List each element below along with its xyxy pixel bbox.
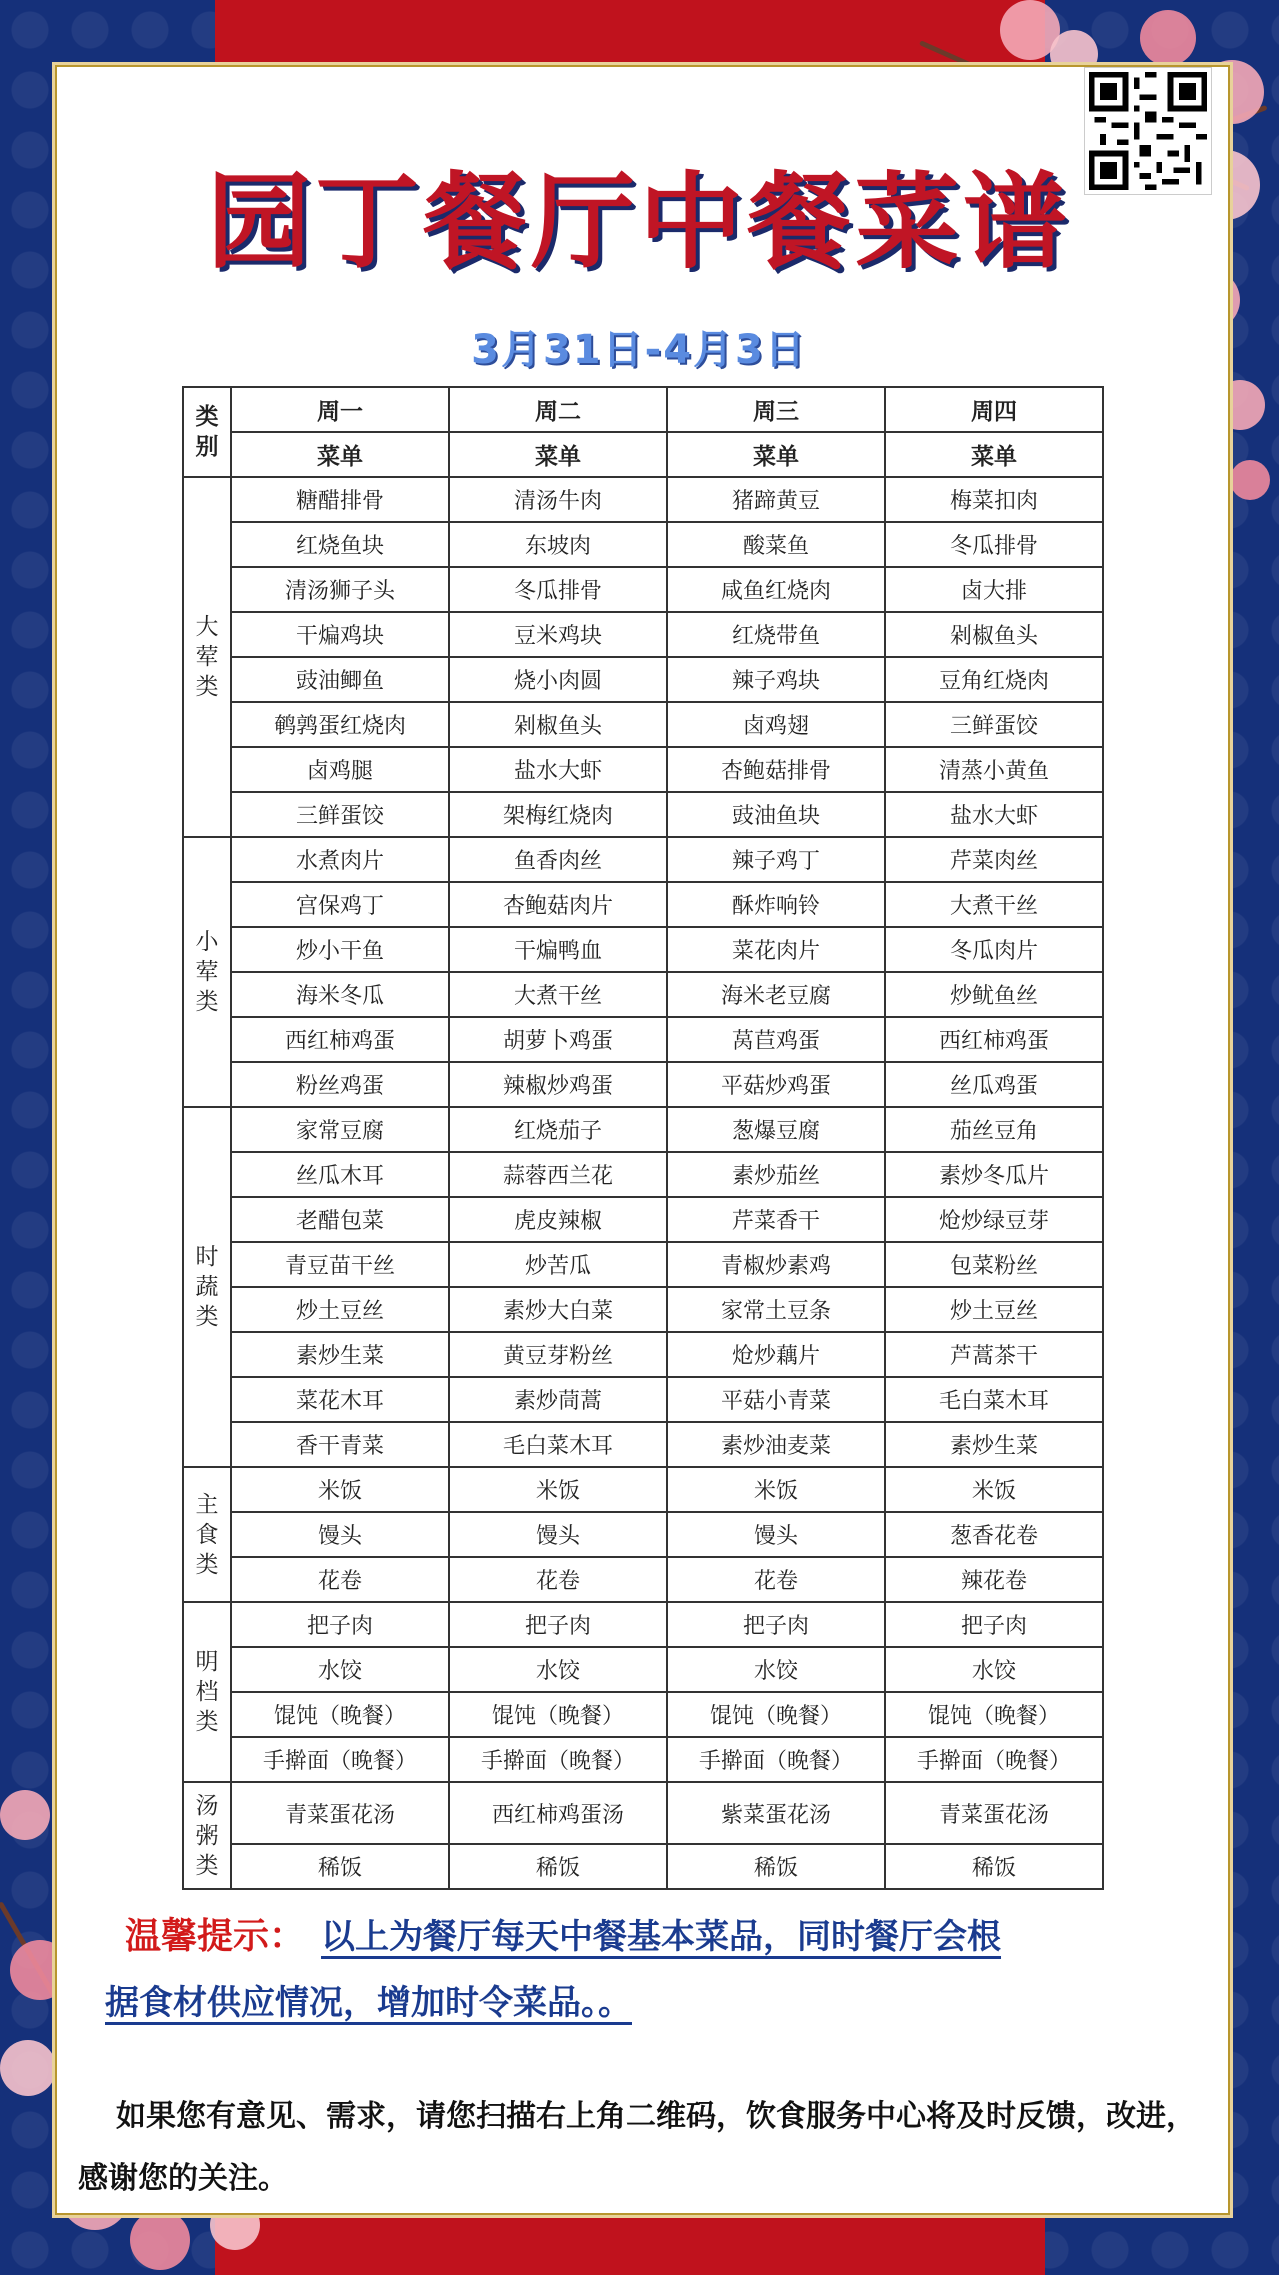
dish-cell: 馒头 <box>667 1512 885 1557</box>
dish-cell: 蒜蓉西兰花 <box>449 1152 667 1197</box>
dish-cell: 剁椒鱼头 <box>885 612 1103 657</box>
dish-cell: 芦蒿茶干 <box>885 1332 1103 1377</box>
category-label <box>183 1782 231 1889</box>
dish-cell: 手擀面（晚餐） <box>885 1737 1103 1782</box>
category-label-char: 类 <box>195 674 219 700</box>
dish-cell: 豉油鱼块 <box>667 792 885 837</box>
table-row <box>183 657 1103 702</box>
dish-cell: 馄饨（晚餐） <box>667 1692 885 1737</box>
category-label-char: 明 <box>195 1649 219 1675</box>
dish-cell: 青椒炒素鸡 <box>667 1242 885 1287</box>
dish-cell: 冬瓜排骨 <box>885 522 1103 567</box>
table-row <box>183 837 1103 882</box>
dish-cell: 海米老豆腐 <box>667 972 885 1017</box>
table-row <box>183 1512 1103 1557</box>
dish-cell: 辣子鸡块 <box>667 657 885 702</box>
dish-cell: 三鲜蛋饺 <box>231 792 449 837</box>
dish-cell: 卤鸡腿 <box>231 747 449 792</box>
dish-cell: 毛白菜木耳 <box>449 1422 667 1467</box>
feedback-note: 如果您有意见、需求，请您扫描右上角二维码，饮食服务中心将及时反馈，改进，感谢您的关注。 <box>78 2099 1196 2196</box>
dish-cell: 芹菜肉丝 <box>885 837 1103 882</box>
dish-cell: 芹菜香干 <box>667 1197 885 1242</box>
dish-cell: 豆角红烧肉 <box>885 657 1103 702</box>
header-sub: 菜单 <box>667 432 885 477</box>
tip-block <box>105 1903 1165 2036</box>
table-row <box>183 1844 1103 1889</box>
dish-cell: 酥炸响铃 <box>667 882 885 927</box>
dish-cell: 炝炒藕片 <box>667 1332 885 1377</box>
dish-cell: 花卷 <box>667 1557 885 1602</box>
dish-cell: 馒头 <box>449 1512 667 1557</box>
dish-cell: 青菜蛋花汤 <box>231 1782 449 1844</box>
table-row <box>183 1242 1103 1287</box>
dish-cell: 海米冬瓜 <box>231 972 449 1017</box>
dish-cell: 大煮干丝 <box>449 972 667 1017</box>
dish-cell: 水饺 <box>885 1647 1103 1692</box>
category-label-char: 类 <box>195 1852 219 1879</box>
table-row <box>183 1647 1103 1692</box>
table-row <box>183 882 1103 927</box>
dish-cell: 卤大排 <box>885 567 1103 612</box>
dish-cell: 馄饨（晚餐） <box>449 1692 667 1737</box>
dish-cell: 豆米鸡块 <box>449 612 667 657</box>
dish-cell: 葱爆豆腐 <box>667 1107 885 1152</box>
dish-cell: 稀饭 <box>449 1844 667 1889</box>
category-label-char: 蔬 <box>195 1274 219 1300</box>
header-sub: 菜单 <box>885 432 1103 477</box>
dish-cell: 杏鲍菇肉片 <box>449 882 667 927</box>
table-row <box>183 1152 1103 1197</box>
header-day: 周二 <box>449 387 667 432</box>
category-label-char: 粥 <box>195 1822 219 1849</box>
category-label-char: 主 <box>195 1491 219 1518</box>
dish-cell: 烧小肉圆 <box>449 657 667 702</box>
dish-cell: 老醋包菜 <box>231 1197 449 1242</box>
dish-cell: 胡萝卜鸡蛋 <box>449 1017 667 1062</box>
header-day: 周四 <box>885 387 1103 432</box>
header-row-days <box>183 387 1103 432</box>
table-row <box>183 1287 1103 1332</box>
header-category <box>183 387 231 477</box>
table-row <box>183 612 1103 657</box>
dish-cell: 手擀面（晚餐） <box>667 1737 885 1782</box>
dish-cell: 馄饨（晚餐） <box>885 1692 1103 1737</box>
dish-cell: 卤鸡翅 <box>667 702 885 747</box>
category-label <box>183 1107 231 1467</box>
category-label-char: 荤 <box>195 644 219 670</box>
dish-cell: 稀饭 <box>667 1844 885 1889</box>
dish-cell: 虎皮辣椒 <box>449 1197 667 1242</box>
dish-cell: 猪蹄黄豆 <box>667 477 885 522</box>
dish-cell: 豉油鲫鱼 <box>231 657 449 702</box>
category-label <box>183 477 231 837</box>
table-row <box>183 522 1103 567</box>
dish-cell: 辣子鸡丁 <box>667 837 885 882</box>
dish-cell: 包菜粉丝 <box>885 1242 1103 1287</box>
category-label-char: 档 <box>195 1679 219 1705</box>
dish-cell: 米饭 <box>885 1467 1103 1512</box>
menu-table <box>182 386 1104 1890</box>
table-row <box>183 477 1103 522</box>
dish-cell: 西红柿鸡蛋汤 <box>449 1782 667 1844</box>
table-row <box>183 1062 1103 1107</box>
category-label <box>183 1602 231 1782</box>
header-day: 周三 <box>667 387 885 432</box>
dish-cell: 手擀面（晚餐） <box>231 1737 449 1782</box>
dish-cell: 冬瓜排骨 <box>449 567 667 612</box>
dish-cell: 花卷 <box>231 1557 449 1602</box>
dish-cell: 清蒸小黄鱼 <box>885 747 1103 792</box>
dish-cell: 稀饭 <box>885 1844 1103 1889</box>
table-row <box>183 972 1103 1017</box>
dish-cell: 菜花木耳 <box>231 1377 449 1422</box>
header-row-sub <box>183 432 1103 477</box>
dish-cell: 手擀面（晚餐） <box>449 1737 667 1782</box>
table-row <box>183 567 1103 612</box>
dish-cell: 粉丝鸡蛋 <box>231 1062 449 1107</box>
dish-cell: 炒土豆丝 <box>885 1287 1103 1332</box>
category-label-char: 大 <box>195 614 219 640</box>
dish-cell: 干煸鸭血 <box>449 927 667 972</box>
dish-cell: 平菇炒鸡蛋 <box>667 1062 885 1107</box>
dish-cell: 素炒大白菜 <box>449 1287 667 1332</box>
tip-text-line1: 以上为餐厅每天中餐基本菜品，同时餐厅会根 <box>321 1917 1002 1957</box>
table-row <box>183 1107 1103 1152</box>
dish-cell: 毛白菜木耳 <box>885 1377 1103 1422</box>
dish-cell: 稀饭 <box>231 1844 449 1889</box>
dish-cell: 家常土豆条 <box>667 1287 885 1332</box>
category-label-char: 类 <box>195 989 219 1015</box>
table-row <box>183 1467 1103 1512</box>
table-row <box>183 1332 1103 1377</box>
dish-cell: 素炒生菜 <box>231 1332 449 1377</box>
dish-cell: 莴苣鸡蛋 <box>667 1017 885 1062</box>
dish-cell: 辣花卷 <box>885 1557 1103 1602</box>
dish-cell: 鹌鹑蛋红烧肉 <box>231 702 449 747</box>
dish-cell: 丝瓜鸡蛋 <box>885 1062 1103 1107</box>
dish-cell: 鱼香肉丝 <box>449 837 667 882</box>
table-row <box>183 792 1103 837</box>
dish-cell: 炒土豆丝 <box>231 1287 449 1332</box>
dish-cell: 西红柿鸡蛋 <box>231 1017 449 1062</box>
dish-cell: 红烧鱼块 <box>231 522 449 567</box>
dish-cell: 大煮干丝 <box>885 882 1103 927</box>
dish-cell: 黄豆芽粉丝 <box>449 1332 667 1377</box>
dish-cell: 炒苦瓜 <box>449 1242 667 1287</box>
tip-text-line2: 据食材供应情况，增加时令菜品。。 <box>105 1983 632 2023</box>
table-row <box>183 1557 1103 1602</box>
dish-cell: 水煮肉片 <box>231 837 449 882</box>
dish-cell: 辣椒炒鸡蛋 <box>449 1062 667 1107</box>
header-category-char: 别 <box>195 433 219 460</box>
category-label-char: 小 <box>195 929 219 955</box>
dish-cell: 素炒油麦菜 <box>667 1422 885 1467</box>
category-label-char: 类 <box>195 1304 219 1330</box>
table-row <box>183 702 1103 747</box>
tip-label: 温馨提示： <box>125 1915 306 1957</box>
dish-cell: 葱香花卷 <box>885 1512 1103 1557</box>
category-label <box>183 1467 231 1602</box>
dish-cell: 三鲜蛋饺 <box>885 702 1103 747</box>
dish-cell: 酸菜鱼 <box>667 522 885 567</box>
dish-cell: 把子肉 <box>231 1602 449 1647</box>
dish-cell: 梅菜扣肉 <box>885 477 1103 522</box>
dish-cell: 剁椒鱼头 <box>449 702 667 747</box>
table-row <box>183 927 1103 972</box>
dish-cell: 青菜蛋花汤 <box>885 1782 1103 1844</box>
category-label-char: 类 <box>195 1709 219 1735</box>
dish-cell: 馄饨（晚餐） <box>231 1692 449 1737</box>
dish-cell: 香干青菜 <box>231 1422 449 1467</box>
dish-cell: 花卷 <box>449 1557 667 1602</box>
table-row <box>183 1377 1103 1422</box>
dish-cell: 水饺 <box>449 1647 667 1692</box>
dish-cell: 素炒茼蒿 <box>449 1377 667 1422</box>
table-row <box>183 1017 1103 1062</box>
table-row <box>183 1602 1103 1647</box>
dish-cell: 素炒茄丝 <box>667 1152 885 1197</box>
dish-cell: 紫菜蛋花汤 <box>667 1782 885 1844</box>
dish-cell: 米饭 <box>231 1467 449 1512</box>
dish-cell: 清汤狮子头 <box>231 567 449 612</box>
header-category-char: 类 <box>195 403 219 430</box>
dish-cell: 杏鲍菇排骨 <box>667 747 885 792</box>
dish-cell: 架梅红烧肉 <box>449 792 667 837</box>
table-row <box>183 1197 1103 1242</box>
dish-cell: 炝炒绿豆芽 <box>885 1197 1103 1242</box>
category-label-char: 类 <box>195 1551 219 1578</box>
header-sub: 菜单 <box>231 432 449 477</box>
dish-cell: 平菇小青菜 <box>667 1377 885 1422</box>
dish-cell: 糖醋排骨 <box>231 477 449 522</box>
dish-cell: 冬瓜肉片 <box>885 927 1103 972</box>
dish-cell: 米饭 <box>667 1467 885 1512</box>
table-row <box>183 1782 1103 1844</box>
dish-cell: 西红柿鸡蛋 <box>885 1017 1103 1062</box>
dish-cell: 红烧茄子 <box>449 1107 667 1152</box>
dish-cell: 馒头 <box>231 1512 449 1557</box>
category-label-char: 食 <box>195 1521 219 1548</box>
dish-cell: 炒小干鱼 <box>231 927 449 972</box>
dish-cell: 清汤牛肉 <box>449 477 667 522</box>
dish-cell: 家常豆腐 <box>231 1107 449 1152</box>
category-label-char: 荤 <box>195 959 219 985</box>
dish-cell: 盐水大虾 <box>449 747 667 792</box>
category-label <box>183 837 231 1107</box>
dish-cell: 丝瓜木耳 <box>231 1152 449 1197</box>
dish-cell: 炒鱿鱼丝 <box>885 972 1103 1017</box>
dish-cell: 米饭 <box>449 1467 667 1512</box>
date-range: 3月31日-4月3日 <box>471 327 807 373</box>
dish-cell: 红烧带鱼 <box>667 612 885 657</box>
category-label-char: 时 <box>195 1244 219 1270</box>
dish-cell: 水饺 <box>667 1647 885 1692</box>
dish-cell: 青豆苗干丝 <box>231 1242 449 1287</box>
table-row <box>183 1692 1103 1737</box>
header-day: 周一 <box>231 387 449 432</box>
dish-cell: 东坡肉 <box>449 522 667 567</box>
dish-cell: 把子肉 <box>667 1602 885 1647</box>
dish-cell: 素炒生菜 <box>885 1422 1103 1467</box>
dish-cell: 水饺 <box>231 1647 449 1692</box>
table-row <box>183 1737 1103 1782</box>
dish-cell: 把子肉 <box>885 1602 1103 1647</box>
dish-cell: 素炒冬瓜片 <box>885 1152 1103 1197</box>
page-title: 园丁餐厅中餐菜谱 <box>206 161 1071 283</box>
dish-cell: 把子肉 <box>449 1602 667 1647</box>
dish-cell: 宫保鸡丁 <box>231 882 449 927</box>
dish-cell: 菜花肉片 <box>667 927 885 972</box>
header-sub: 菜单 <box>449 432 667 477</box>
category-label-char: 汤 <box>195 1792 219 1819</box>
dish-cell: 咸鱼红烧肉 <box>667 567 885 612</box>
dish-cell: 干煸鸡块 <box>231 612 449 657</box>
dish-cell: 盐水大虾 <box>885 792 1103 837</box>
table-row <box>183 1422 1103 1467</box>
table-row <box>183 747 1103 792</box>
dish-cell: 茄丝豆角 <box>885 1107 1103 1152</box>
